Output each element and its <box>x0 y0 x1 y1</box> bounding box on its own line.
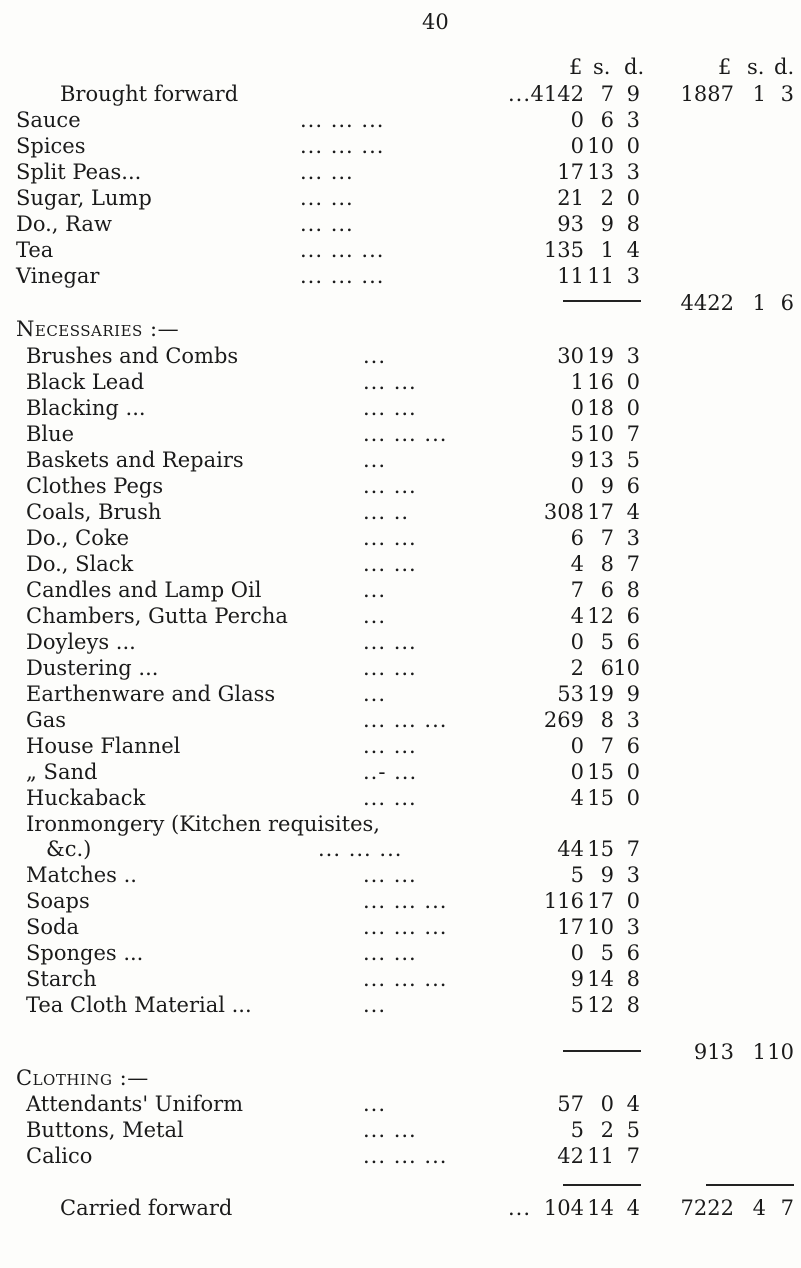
necessaries-item-amount-pence: 0 <box>626 889 640 913</box>
necessaries-item-amount-shillings: 6 <box>600 656 614 680</box>
necessaries-item-amount-pence: 0 <box>626 370 640 394</box>
necessaries-item-amount-pounds: 9 <box>570 448 584 472</box>
necessaries-item-leader: ... ... <box>363 474 417 498</box>
necessaries-item-label: Do., Slack <box>26 552 134 576</box>
necessaries-item-label: Do., Coke <box>26 526 130 550</box>
necessaries-item-amount-pence: 9 <box>626 682 640 706</box>
provision-amount-shillings: 10 <box>587 134 614 158</box>
necessaries-item-amount-pounds: 5 <box>570 993 584 1017</box>
necessaries-item-amount-pounds: 0 <box>570 941 584 965</box>
necessaries-item-amount-shillings: 18 <box>587 396 614 420</box>
necessaries-item-amount-shillings: 9 <box>600 474 614 498</box>
brought-forward-inner-pence: 9 <box>626 82 640 106</box>
necessaries-item-label: Tea Cloth Material ... <box>26 993 252 1017</box>
clothing-item-label: Calico <box>26 1144 93 1168</box>
necessaries-item-amount-pounds: 2 <box>570 656 584 680</box>
necessaries-item-amount-shillings: 13 <box>587 448 614 472</box>
necessaries-total-shillings: 1 <box>752 1040 766 1064</box>
necessaries-item-amount-shillings: 19 <box>587 344 614 368</box>
provision-amount-pounds: 135 <box>543 238 584 262</box>
necessaries-item-amount-pounds: 116 <box>543 889 584 913</box>
necessaries-item-amount-pounds: 269 <box>543 708 584 732</box>
necessaries-item-leader: ... ... <box>363 630 417 654</box>
necessaries-item-amount-shillings: 7 <box>600 526 614 550</box>
necessaries-item-amount-shillings: 5 <box>600 941 614 965</box>
necessaries-item-label: Doyleys ... <box>26 630 136 654</box>
necessaries-item-amount-shillings: 16 <box>587 370 614 394</box>
ironmongery-amount-pence: 7 <box>626 837 640 861</box>
necessaries-item-amount-pounds: 1 <box>570 370 584 394</box>
provision-label: Sugar, Lump <box>16 186 152 210</box>
necessaries-total-pounds: 913 <box>693 1040 734 1064</box>
clothing-heading: Clothing :— <box>16 1066 149 1090</box>
carried-forward-outer-shillings: 4 <box>752 1196 766 1220</box>
necessaries-item-amount-pence: 3 <box>626 526 640 550</box>
provision-label: Split Peas... <box>16 160 142 184</box>
header-pound-1: £ <box>569 55 583 79</box>
clothing-item-amount-shillings: 0 <box>600 1092 614 1116</box>
necessaries-item-amount-shillings: 15 <box>587 786 614 810</box>
necessaries-item-leader: ... <box>363 344 387 368</box>
necessaries-item-leader: ..- ... <box>363 760 418 784</box>
provision-label: Spices <box>16 134 86 158</box>
necessaries-item-amount-pence: 6 <box>626 604 640 628</box>
brought-forward-inner-shillings: 7 <box>600 82 614 106</box>
necessaries-item-amount-pounds: 4 <box>570 552 584 576</box>
necessaries-item-leader: ... ... <box>363 863 417 887</box>
carried-forward-inner-pence: 4 <box>626 1196 640 1220</box>
necessaries-item-amount-pence: 8 <box>626 967 640 991</box>
brought-forward-leader: ... <box>508 82 532 106</box>
necessaries-item-amount-pence: 6 <box>626 630 640 654</box>
necessaries-item-leader: ... <box>363 448 387 472</box>
necessaries-item-label: Coals, Brush <box>26 500 162 524</box>
necessaries-item-amount-pounds: 0 <box>570 474 584 498</box>
necessaries-item-leader: ... <box>363 993 387 1017</box>
necessaries-item-label: Soaps <box>26 889 90 913</box>
provision-leader: ... ... ... <box>300 108 385 132</box>
provision-leader: ... ... ... <box>300 264 385 288</box>
necessaries-item-amount-shillings: 10 <box>587 915 614 939</box>
clothing-item-amount-pence: 4 <box>626 1092 640 1116</box>
necessaries-item-amount-pence: 3 <box>626 708 640 732</box>
necessaries-item-leader: ... ... <box>363 396 417 420</box>
provision-leader: ... ... ... <box>300 134 385 158</box>
necessaries-item-label: Blue <box>26 422 75 446</box>
subtotal-rule-1 <box>563 300 641 302</box>
provision-amount-shillings: 2 <box>600 186 614 210</box>
provision-amount-pence: 0 <box>626 186 640 210</box>
header-shilling-1: s. <box>593 55 611 79</box>
necessaries-item-amount-pounds: 17 <box>557 915 584 939</box>
provisions-total-pounds: 4422 <box>680 291 734 315</box>
provision-label: Tea <box>16 238 54 262</box>
brought-forward-inner-pounds: 4142 <box>530 82 584 106</box>
ironmongery-line1: Ironmongery (Kitchen requisites, <box>26 812 380 836</box>
brought-forward-outer-shillings: 1 <box>752 82 766 106</box>
ironmongery-line2: &c.) <box>46 837 92 861</box>
provision-amount-shillings: 6 <box>600 108 614 132</box>
subtotal-rule-2 <box>563 1050 641 1052</box>
necessaries-item-leader: ... ... ... <box>363 967 448 991</box>
brought-forward-outer-pence: 3 <box>780 82 794 106</box>
necessaries-item-leader: ... ... <box>363 656 417 680</box>
carried-forward-label: Carried forward <box>60 1196 233 1220</box>
provision-amount-pounds: 0 <box>570 108 584 132</box>
necessaries-item-amount-shillings: 8 <box>600 552 614 576</box>
necessaries-item-label: Black Lead <box>26 370 145 394</box>
necessaries-item-amount-pence: 10 <box>613 656 640 680</box>
header-shilling-2: s. <box>747 55 765 79</box>
provision-amount-pounds: 11 <box>557 264 584 288</box>
necessaries-item-amount-pence: 8 <box>626 578 640 602</box>
necessaries-item-amount-pounds: 4 <box>570 604 584 628</box>
necessaries-item-label: „ Sand <box>26 760 98 784</box>
necessaries-item-label: Candles and Lamp Oil <box>26 578 262 602</box>
necessaries-item-leader: ... ... ... <box>363 889 448 913</box>
ironmongery-leader: ... ... ... <box>318 837 403 861</box>
necessaries-item-amount-pounds: 6 <box>570 526 584 550</box>
final-rule-2 <box>706 1184 794 1186</box>
clothing-item-label: Attendants' Uniform <box>26 1092 244 1116</box>
provision-label: Do., Raw <box>16 212 112 236</box>
necessaries-item-amount-shillings: 9 <box>600 863 614 887</box>
necessaries-item-amount-shillings: 15 <box>587 760 614 784</box>
provision-amount-pence: 3 <box>626 108 640 132</box>
necessaries-item-amount-shillings: 12 <box>587 604 614 628</box>
necessaries-item-label: Sponges ... <box>26 941 144 965</box>
provision-leader: ... ... <box>300 186 354 210</box>
provision-label: Vinegar <box>16 264 100 288</box>
necessaries-item-label: Gas <box>26 708 67 732</box>
necessaries-heading: Necessaries :— <box>16 317 180 341</box>
clothing-item-amount-pence: 7 <box>626 1144 640 1168</box>
necessaries-item-label: Soda <box>26 915 79 939</box>
necessaries-item-label: Brushes and Combs <box>26 344 239 368</box>
necessaries-item-amount-shillings: 19 <box>587 682 614 706</box>
ironmongery-amount-shillings: 15 <box>587 837 614 861</box>
clothing-item-leader: ... <box>363 1092 387 1116</box>
provisions-total-shillings: 1 <box>752 291 766 315</box>
necessaries-item-label: Starch <box>26 967 97 991</box>
necessaries-item-amount-shillings: 17 <box>587 500 614 524</box>
necessaries-item-label: Clothes Pegs <box>26 474 164 498</box>
header-pence-2: d. <box>774 55 795 79</box>
necessaries-item-amount-shillings: 7 <box>600 734 614 758</box>
necessaries-item-amount-shillings: 8 <box>600 708 614 732</box>
necessaries-item-leader: ... ... <box>363 734 417 758</box>
provision-label: Sauce <box>16 108 81 132</box>
provision-amount-shillings: 11 <box>587 264 614 288</box>
necessaries-item-leader: ... <box>363 604 387 628</box>
clothing-item-amount-pounds: 42 <box>557 1144 584 1168</box>
necessaries-item-leader: ... <box>363 682 387 706</box>
necessaries-item-amount-pounds: 5 <box>570 863 584 887</box>
necessaries-item-label: Dustering ... <box>26 656 159 680</box>
carried-forward-leader: ... <box>508 1196 532 1220</box>
necessaries-item-leader: ... ... <box>363 552 417 576</box>
carried-forward-outer-pence: 7 <box>780 1196 794 1220</box>
necessaries-item-label: Chambers, Gutta Percha <box>26 604 288 628</box>
page-number: 40 <box>422 10 449 34</box>
necessaries-item-amount-shillings: 17 <box>587 889 614 913</box>
provision-amount-pounds: 17 <box>557 160 584 184</box>
provisions-total-pence: 6 <box>780 291 794 315</box>
carried-forward-inner-shillings: 14 <box>587 1196 614 1220</box>
ironmongery-amount-pounds: 44 <box>557 837 584 861</box>
provision-leader: ... ... <box>300 160 354 184</box>
necessaries-item-amount-pence: 6 <box>626 474 640 498</box>
clothing-item-amount-shillings: 2 <box>600 1118 614 1142</box>
clothing-item-leader: ... ... <box>363 1118 417 1142</box>
necessaries-item-amount-pounds: 9 <box>570 967 584 991</box>
necessaries-item-amount-shillings: 5 <box>600 630 614 654</box>
necessaries-item-amount-shillings: 12 <box>587 993 614 1017</box>
necessaries-item-amount-shillings: 6 <box>600 578 614 602</box>
provision-amount-pence: 0 <box>626 134 640 158</box>
necessaries-item-amount-pounds: 0 <box>570 760 584 784</box>
brought-forward-outer-pounds: 1887 <box>680 82 734 106</box>
necessaries-item-amount-pence: 3 <box>626 863 640 887</box>
necessaries-item-amount-pence: 6 <box>626 734 640 758</box>
necessaries-item-label: House Flannel <box>26 734 181 758</box>
necessaries-item-amount-pence: 8 <box>626 993 640 1017</box>
clothing-item-amount-shillings: 11 <box>587 1144 614 1168</box>
necessaries-item-amount-pounds: 308 <box>543 500 584 524</box>
provision-amount-pence: 3 <box>626 264 640 288</box>
necessaries-item-amount-pounds: 0 <box>570 734 584 758</box>
header-pence-1: d. <box>624 55 645 79</box>
necessaries-item-amount-pence: 4 <box>626 500 640 524</box>
necessaries-item-amount-pounds: 0 <box>570 396 584 420</box>
necessaries-item-amount-shillings: 10 <box>587 422 614 446</box>
necessaries-item-leader: ... <box>363 578 387 602</box>
provision-amount-shillings: 9 <box>600 212 614 236</box>
provision-amount-pence: 3 <box>626 160 640 184</box>
brought-forward-label: Brought forward <box>60 82 239 106</box>
carried-forward-outer-pounds: 7222 <box>680 1196 734 1220</box>
necessaries-item-amount-pence: 6 <box>626 941 640 965</box>
necessaries-item-amount-pence: 0 <box>626 760 640 784</box>
necessaries-item-amount-pence: 7 <box>626 422 640 446</box>
header-pound-2: £ <box>718 55 732 79</box>
provision-leader: ... ... <box>300 212 354 236</box>
necessaries-item-amount-pence: 0 <box>626 396 640 420</box>
provision-amount-pence: 8 <box>626 212 640 236</box>
carried-forward-inner-pounds: 104 <box>543 1196 584 1220</box>
necessaries-item-amount-pounds: 0 <box>570 630 584 654</box>
necessaries-item-amount-pence: 7 <box>626 552 640 576</box>
necessaries-item-amount-shillings: 14 <box>587 967 614 991</box>
necessaries-item-leader: ... ... ... <box>363 708 448 732</box>
clothing-item-amount-pounds: 5 <box>570 1118 584 1142</box>
clothing-item-amount-pence: 5 <box>626 1118 640 1142</box>
final-rule-1 <box>563 1184 641 1186</box>
necessaries-item-label: Matches .. <box>26 863 137 887</box>
necessaries-item-amount-pence: 5 <box>626 448 640 472</box>
necessaries-item-label: Huckaback <box>26 786 146 810</box>
necessaries-item-leader: ... ... ... <box>363 915 448 939</box>
provision-amount-pounds: 0 <box>570 134 584 158</box>
clothing-item-label: Buttons, Metal <box>26 1118 184 1142</box>
provision-amount-pounds: 21 <box>557 186 584 210</box>
necessaries-item-amount-pounds: 53 <box>557 682 584 706</box>
necessaries-item-leader: ... ... <box>363 786 417 810</box>
necessaries-item-amount-pence: 3 <box>626 915 640 939</box>
necessaries-item-label: Blacking ... <box>26 396 146 420</box>
necessaries-item-leader: ... ... ... <box>363 422 448 446</box>
necessaries-item-amount-pence: 0 <box>626 786 640 810</box>
necessaries-item-amount-pounds: 4 <box>570 786 584 810</box>
provision-amount-shillings: 1 <box>600 238 614 262</box>
provision-leader: ... ... ... <box>300 238 385 262</box>
provision-amount-pence: 4 <box>626 238 640 262</box>
necessaries-item-amount-pounds: 7 <box>570 578 584 602</box>
necessaries-item-label: Baskets and Repairs <box>26 448 244 472</box>
necessaries-item-label: Earthenware and Glass <box>26 682 276 706</box>
clothing-item-amount-pounds: 57 <box>557 1092 584 1116</box>
necessaries-item-leader: ... ... <box>363 370 417 394</box>
necessaries-item-leader: ... ... <box>363 526 417 550</box>
clothing-item-leader: ... ... ... <box>363 1144 448 1168</box>
necessaries-item-leader: ... ... <box>363 941 417 965</box>
necessaries-item-amount-pounds: 5 <box>570 422 584 446</box>
necessaries-item-leader: ... .. <box>363 500 410 524</box>
necessaries-item-amount-pence: 3 <box>626 344 640 368</box>
provision-amount-pounds: 93 <box>557 212 584 236</box>
necessaries-total-pence: 10 <box>767 1040 794 1064</box>
necessaries-item-amount-pounds: 30 <box>557 344 584 368</box>
provision-amount-shillings: 13 <box>587 160 614 184</box>
